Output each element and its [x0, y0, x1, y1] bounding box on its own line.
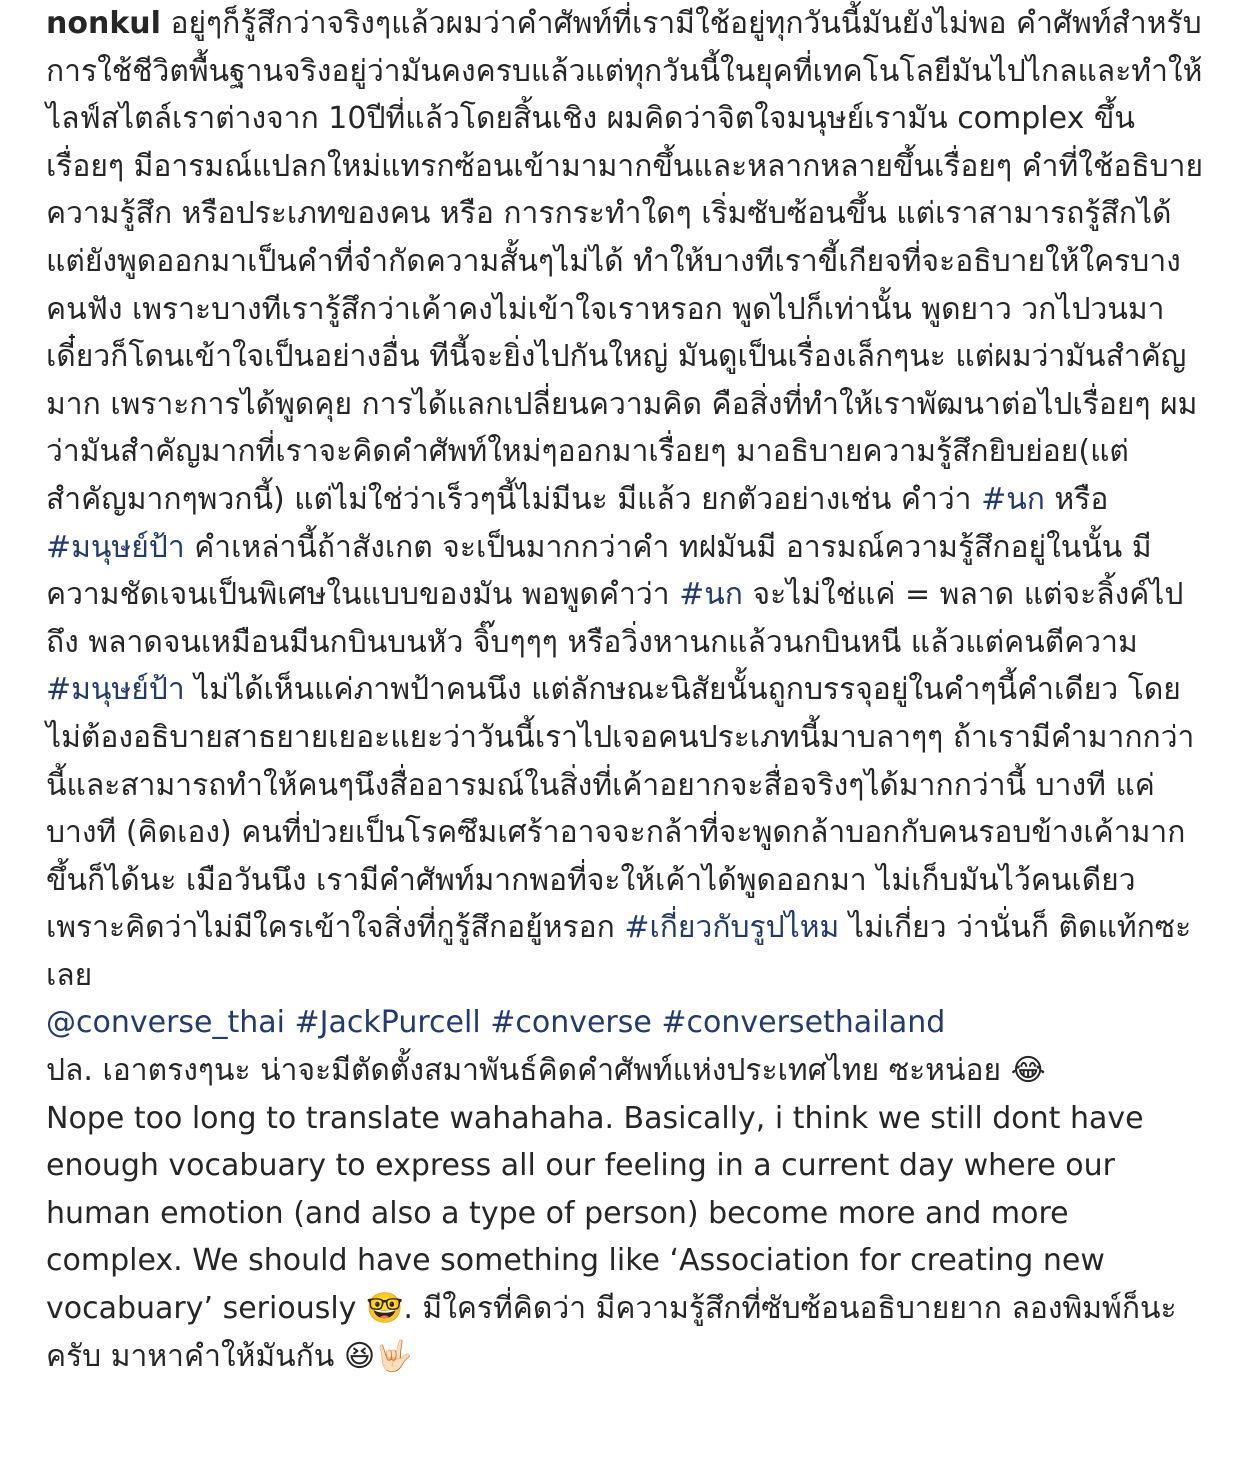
- caption-text-segment: อยู่ๆก็รู้สึกว่าจริงๆแล้วผมว่าคำศัพท์ที่เรามีใช้อยู่ทุกวันนี้มันยังไม่พอ คำศัพท์สำหรับการใช้ชีวิตพื้นฐานจริงอยู่ว่ามันคงครบแล้วแต่ทุกวันนี้ในยุคที่เทคโนโลยีมันไปไกลและทำให้ไลฟ์สไตล์เราต่างจาก 10ปีที่แล้วโดยสิ้นเชิง ผมคิดว่าจิตใจมนุษย์เรามัน complex ขึ้นเรื่อยๆ มีอารมณ์แปลกใหม่แทรกซ้อนเข้ามามากขึ้นและหลากหลายขึ้นเรื่อยๆ คำที่ใช้อธิบายความรู้สึก หรือประเภทของคน หรือ การกระทำใดๆ เริ่มซับซ้อนขึ้น แต่เราสามารถรู้สึกได้ แต่ยังพูดออกมาเป็นคำที่จำกัดความสั้นๆไม่ได้ ทำให้บางทีเราขี้เกียจที่จะอธิบายให้ใครบางคนฟัง เพราะบางทีเรารู้สึกว่าเค้าคงไม่เข้าใจเราหรอก พูดไปก็เท่านั้น พูดยาว วกไปวนมาเดี๋ยวก็โดนเข้าใจเป็นอย่างอื่น ทีนี้จะยิ่งไปกันใหญ่ มันดูเป็นเรื่องเล็กๆนะ แต่ผมว่ามันสำคัญมาก เพราะการได้พูดคุย การได้แลกเปลี่ยนความคิด คือสิ่งที่ทำให้เราพัฒนาต่อไปเรื่อยๆ ผมว่ามันสำคัญมากที่เราจะคิดคำศัพท์ใหม่ๆออกมาเรื่อยๆ มาอธิบายความรู้สึกยิบย่อย(แต่สำคัญมากๆพวกนี้) แต่ไม่ใช่ว่าเร็วๆนี้ไม่มีนะ มีแล้ว ยกตัวอย่างเช่น คำว่า: [46, 6, 1204, 517]
- caption-text-segment: จะไม่ใช่แค่ = พลาด แต่จะลิ้งค์ไปถึง พลาดจนเหมือนมีนกบินบนหัว จิ๊บๆๆๆ หรือวิ่งหานกแล้วนกบินหนี แล้วแต่คนตีความ: [46, 577, 1184, 660]
- caption-text-segment: หรือ: [1044, 481, 1109, 517]
- caption-english-block: [46, 1095, 1206, 1381]
- caption-text-segment: คำเหล่านี้ถ้าสังเกต จะเป็นมากกว่าคำ ทฝมันมี อารมณ์ความรู้สึกอยู่ในนั้น มีความชัดเจนเป็นพิเศษในแบบของมัน พอพูดคำว่า: [46, 529, 1152, 613]
- hashtag-link[interactable]: #เกี่ยวกับรูปไหม: [624, 910, 840, 946]
- hashtag-link[interactable]: #นก: [679, 577, 743, 613]
- hashtag-link[interactable]: #JackPurcell: [294, 1005, 481, 1041]
- caption-tag-line: [46, 999, 1206, 1047]
- caption-english-text: Nope too long to translate wahahaha. Basically, i think we still dont have enough vocabuary to express all our feeling in a current day where our human emotion (and also a type of person) become more and more complex. We should have something like ‘Association for creating new vocabuary’ seriously: [46, 1100, 1144, 1327]
- caption-text-segment: ไม่เกี่ยว ว่านั่นก็ ติดแท้กซะเลย: [46, 910, 1192, 993]
- caption-thai-body: [46, 6, 1203, 993]
- hashtag-link[interactable]: #converse: [490, 1005, 652, 1041]
- hashtag-link[interactable]: #มนุษย์ป้า: [46, 672, 185, 708]
- laughing-love-you-emoji-icon: 😆🤟🏻: [343, 1338, 413, 1374]
- caption-ps-line: [46, 1047, 1206, 1095]
- caption-username[interactable]: nonkul: [46, 6, 161, 41]
- caption-closing-text: . มีใครที่คิดว่า มีความรู้สึกที่ซับซ้อนอธิบายยาก ลองพิมพ์ก็นะครับ มาหาคำให้มันกัน: [46, 1291, 1177, 1374]
- nerd-face-emoji-icon: 🤓: [365, 1291, 404, 1327]
- hashtag-link[interactable]: #นก: [981, 481, 1045, 517]
- caption-thai-block: [46, 0, 1206, 999]
- post-caption: [46, 0, 1206, 1380]
- mention-link[interactable]: @converse_thai: [46, 1005, 285, 1041]
- tears-of-joy-emoji-icon: 😂: [1010, 1053, 1046, 1089]
- hashtag-link[interactable]: #conversethailand: [661, 1005, 946, 1041]
- hashtag-link[interactable]: #มนุษย์ป้า: [46, 529, 185, 565]
- caption-text-segment: ไม่ได้เห็นแค่ภาพป้าคนนึง แต่ลักษณะนิสัยนั้นถูกบรรจุอยู่ในคำๆนี้คำเดียว โดยไม่ต้องอธิบายสาธยายเยอะแยะว่าวันนี้เราไปเจอคนประเภทนี้มาบลาๆๆ ถ้าเรามีคำมากกว่านี้และสามารถทำให้คนๆนึงสื่ออารมณ์ในสิ่งที่เค้าอยากจะสื่อจริงๆได้มากกว่านี้ บางที แค่บางที (คิดเอง) คนที่ป่วยเป็นโรคซึมเศร้าอาจจะกล้าที่จะพูดกล้าบอกกับคนรอบข้างเค้ามากขึ้นก็ได้นะ เมือวันนึง เรามีคำศัพท์มากพอที่จะให้เค้าได้พูดออกมา ไม่เก็บมันไว้คนเดียวเพราะคิดว่าไม่มีใครเข้าใจสิ่งที่กูรู้สึกอยู้หรอก: [46, 672, 1195, 946]
- caption-ps-text: ปล. เอาตรงๆนะ น่าจะมีตัดตั้งสมาพันธ์คิดคำศัพท์แห่งประเทศไทย ซะหน่อย: [46, 1053, 1002, 1089]
